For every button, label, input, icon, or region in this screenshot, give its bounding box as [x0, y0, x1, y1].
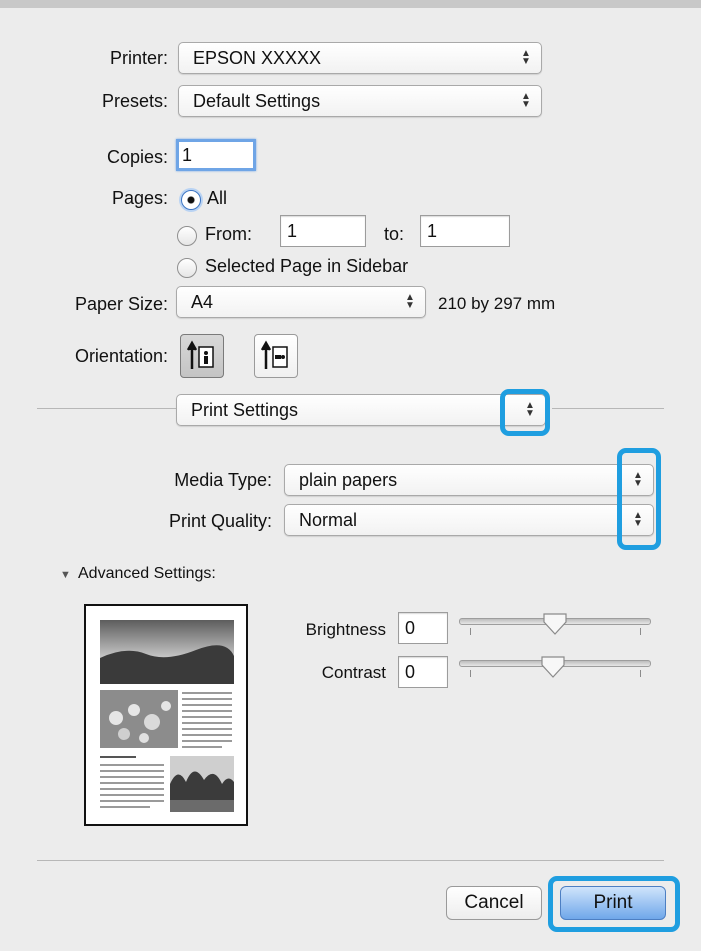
section-separator-left: [37, 408, 177, 409]
print-button[interactable]: Print: [560, 886, 666, 920]
updown-arrows-icon: ▲ ▼: [525, 400, 535, 419]
presets-label: Presets:: [101, 91, 168, 111]
contrast-label: Contrast: [321, 663, 386, 682]
paper-size-popup[interactable]: [176, 286, 426, 318]
cancel-button[interactable]: Cancel: [446, 886, 542, 920]
printer-label: Printer:: [109, 48, 168, 68]
landscape-orientation-icon: [255, 335, 297, 377]
orientation-portrait-button[interactable]: [180, 334, 224, 378]
orientation-label: Orientation:: [74, 346, 168, 366]
section-popup-highlight: [500, 389, 550, 436]
updown-arrows-icon: ▲ ▼: [521, 48, 531, 67]
slider-tick: [470, 670, 471, 677]
portrait-orientation-icon: [181, 335, 223, 377]
copies-field[interactable]: 1: [176, 139, 256, 171]
pages-sidebar-label: Selected Page in Sidebar: [205, 256, 409, 276]
pages-from-field[interactable]: 1: [280, 215, 366, 247]
print-quality-label: Print Quality:: [168, 511, 272, 531]
pages-label: Pages:: [111, 188, 168, 208]
section-popup[interactable]: [176, 394, 546, 426]
presets-value: Default Settings: [193, 91, 321, 111]
contrast-field[interactable]: 0: [398, 656, 448, 688]
print-button-highlight: [548, 876, 680, 932]
orientation-landscape-button[interactable]: [254, 334, 298, 378]
section-value: Print Settings: [191, 400, 299, 420]
pages-to-field[interactable]: 1: [420, 215, 510, 247]
paper-size-value: A4: [191, 292, 214, 312]
copies-label: Copies:: [106, 147, 168, 167]
media-type-label: Media Type:: [174, 470, 272, 490]
pages-all-radio[interactable]: [181, 190, 201, 210]
bottom-separator: [37, 860, 664, 861]
slider-tick: [640, 670, 641, 677]
pages-all-label: All: [207, 188, 228, 208]
advanced-settings-label: Advanced Settings:: [78, 565, 216, 582]
paper-dimensions: 210 by 297 mm: [438, 294, 556, 313]
pages-to-label: to:: [384, 224, 405, 244]
presets-popup[interactable]: [178, 85, 542, 117]
media-type-value: plain papers: [299, 470, 398, 490]
brightness-label: Brightness: [305, 620, 386, 639]
contrast-slider-thumb[interactable]: [540, 655, 566, 679]
updown-arrows-icon: ▲ ▼: [633, 470, 643, 489]
pages-from-radio[interactable]: [177, 226, 197, 246]
brightness-field[interactable]: 0: [398, 612, 448, 644]
updown-arrows-icon: ▲ ▼: [405, 292, 415, 311]
printer-value: EPSON XXXXX: [193, 48, 322, 68]
preview-image: [86, 606, 246, 824]
section-separator-right: [552, 408, 664, 409]
slider-tick: [470, 628, 471, 635]
updown-arrows-icon: ▲ ▼: [521, 91, 531, 110]
disclosure-triangle-icon[interactable]: ▼: [60, 569, 71, 581]
updown-arrows-icon: ▲ ▼: [633, 510, 643, 529]
printer-popup[interactable]: [178, 42, 542, 74]
brightness-slider-thumb[interactable]: [542, 612, 568, 636]
print-quality-value: Normal: [299, 510, 358, 530]
print-preview: [84, 604, 248, 826]
pages-selected-radio[interactable]: [177, 258, 197, 278]
print-quality-popup[interactable]: [284, 504, 654, 536]
media-type-popup[interactable]: [284, 464, 654, 496]
media-quality-highlight: [617, 448, 661, 550]
window-top-bar: [0, 0, 701, 8]
paper-size-label: Paper Size:: [74, 294, 168, 314]
pages-from-label: From:: [205, 224, 252, 244]
slider-tick: [640, 628, 641, 635]
